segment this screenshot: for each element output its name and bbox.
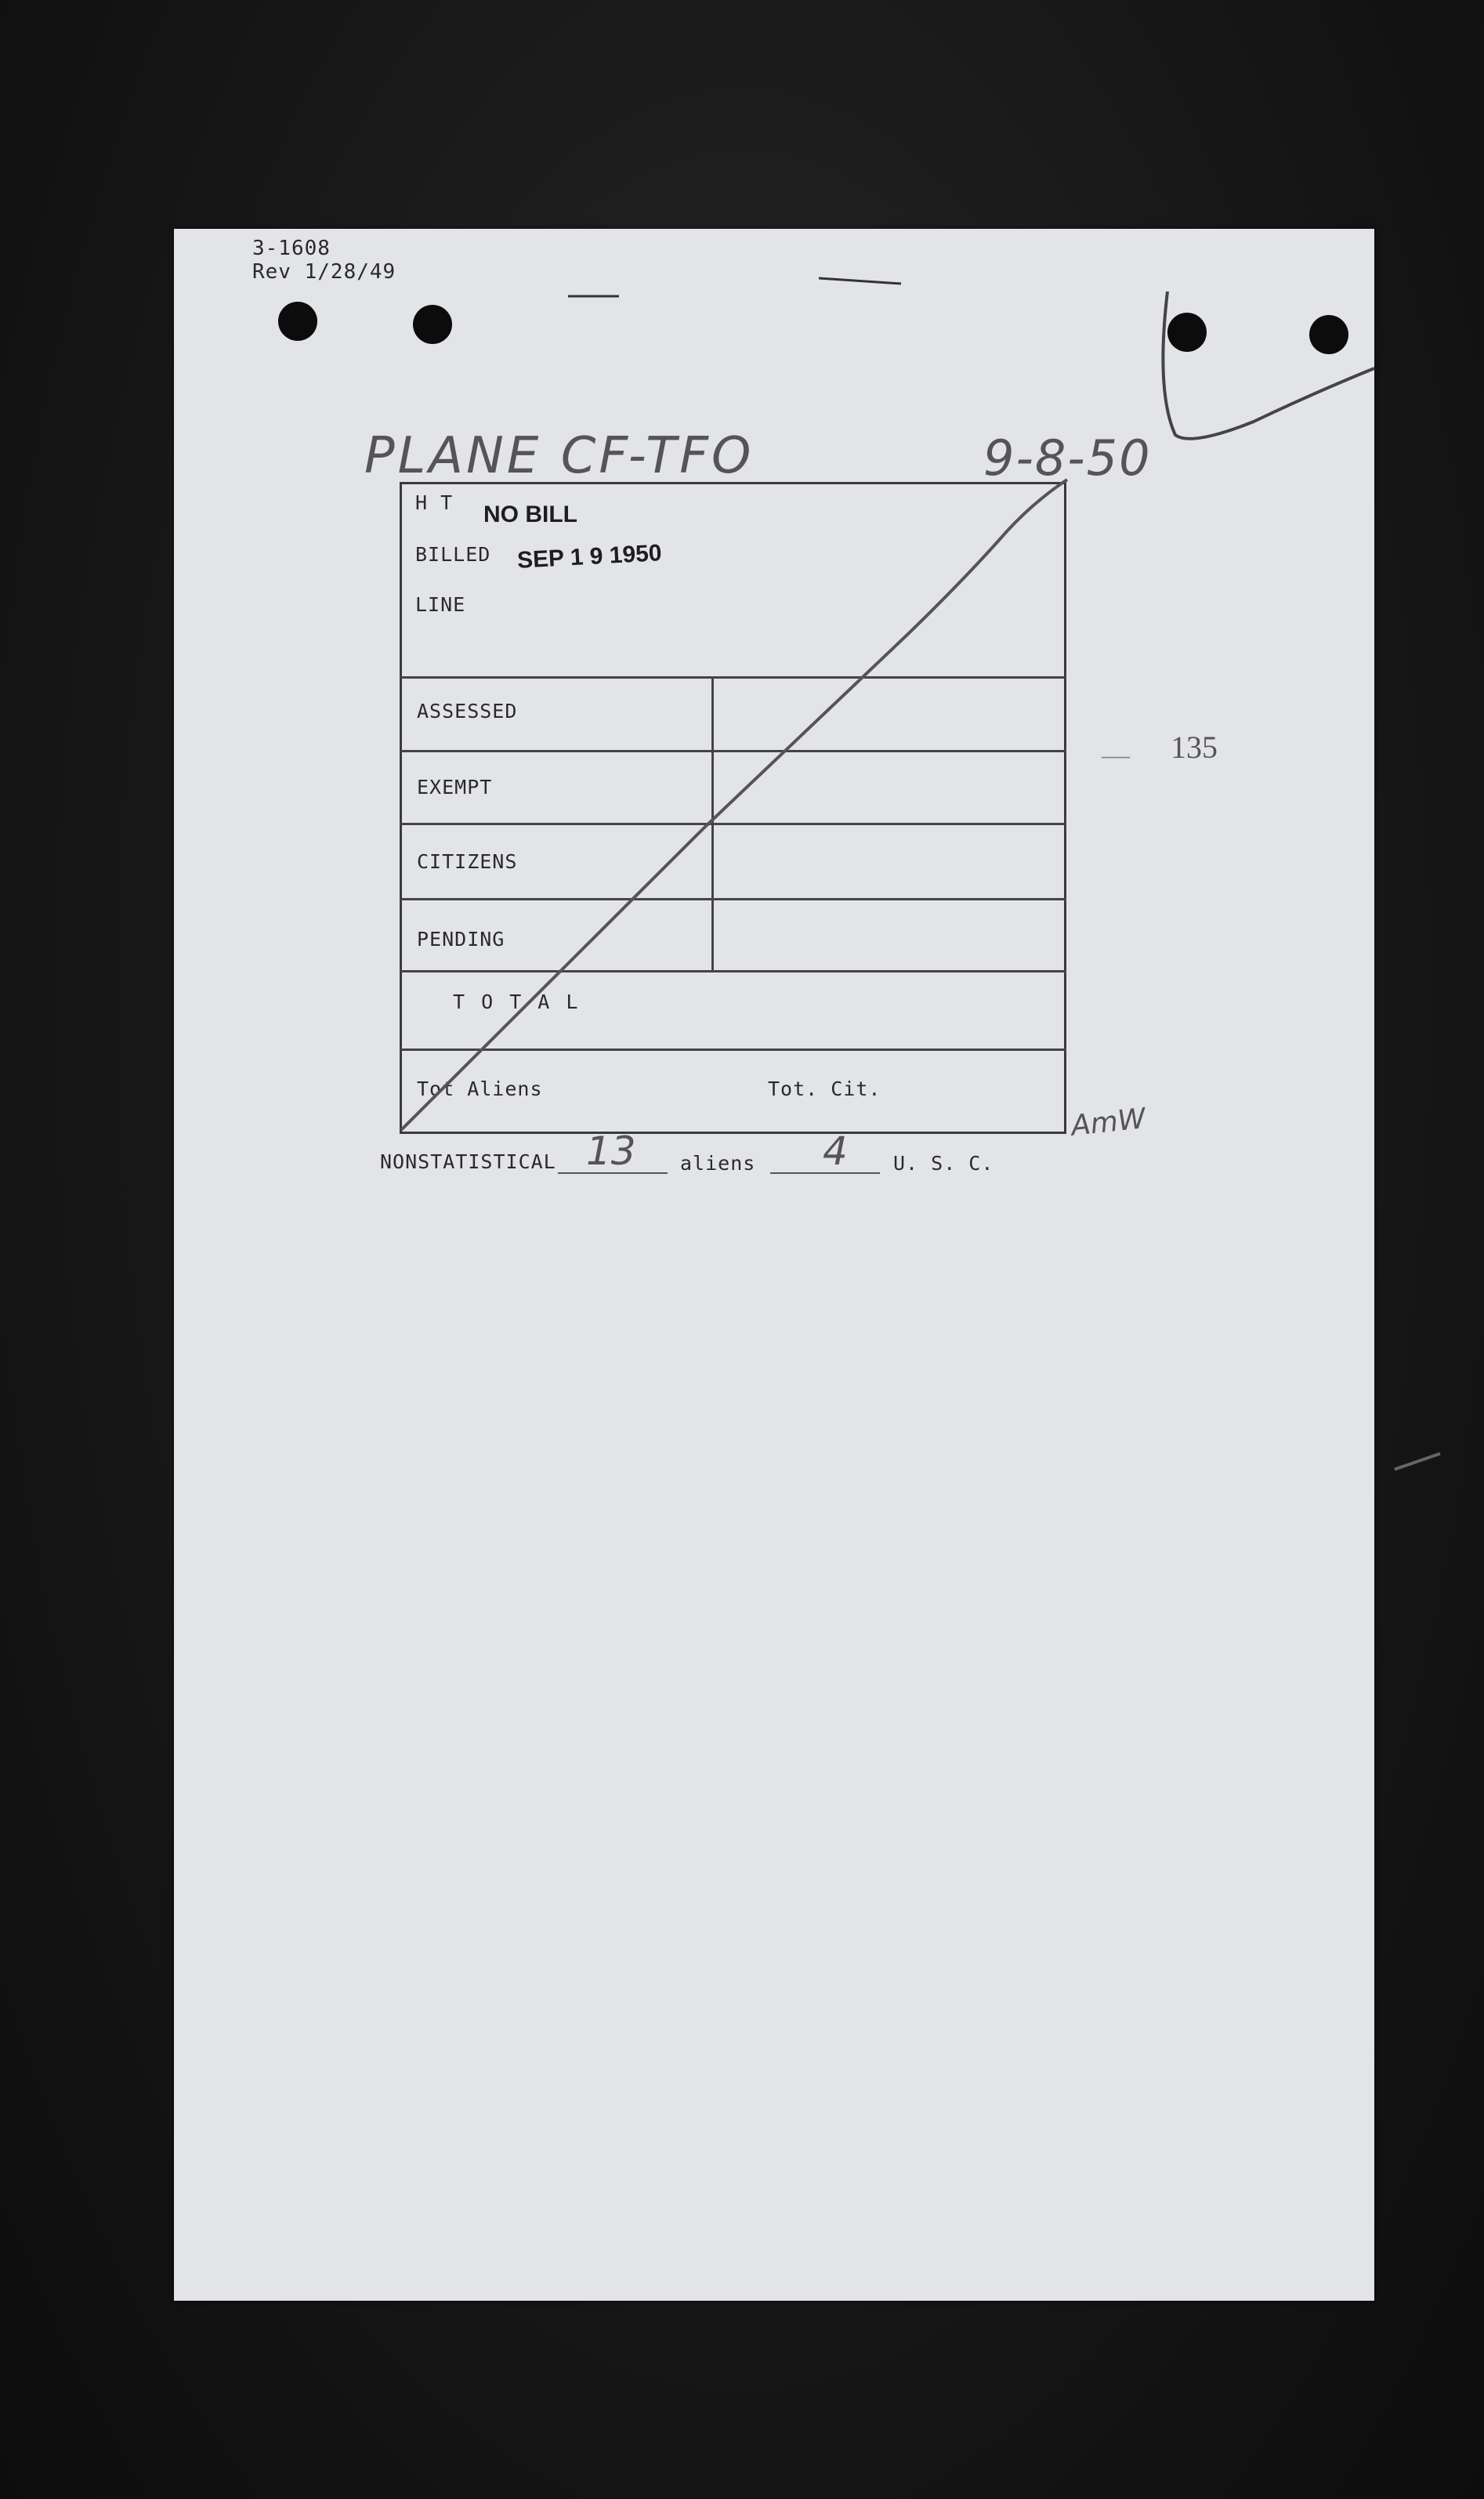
stamp-date: SEP 1 9 1950 — [516, 540, 663, 574]
label-line: LINE — [415, 593, 466, 616]
initials: AmW — [1070, 1103, 1148, 1143]
corner-curve-mark — [1163, 292, 1374, 439]
label-tot-aliens: Tot Aliens — [417, 1077, 543, 1100]
nonstat-aliens-count: 13 — [586, 1128, 636, 1174]
label-tot-cit: Tot. Cit. — [768, 1077, 881, 1100]
nonstat-prefix: NONSTATISTICAL — [380, 1150, 556, 1173]
form-revision: Rev 1/28/49 — [252, 260, 396, 284]
diagonal-cancel-line — [401, 480, 1067, 1130]
nonstat-usc-count: 4 — [823, 1128, 848, 1174]
vessel-name: PLANE CF-TFO — [364, 427, 755, 485]
row-label-pending: PENDING — [417, 928, 505, 951]
edge-tick-mark — [1395, 1454, 1440, 1469]
form-number: 3-1608 — [252, 237, 331, 260]
row-label-assessed: ASSESSED — [417, 700, 518, 723]
label-billed: BILLED — [415, 543, 491, 566]
label-ht: H T — [415, 491, 454, 514]
total-label: T O T A L — [453, 991, 581, 1013]
nonstat-aliens-label: aliens — [680, 1152, 756, 1175]
side-number: 135 — [1171, 730, 1218, 765]
side-dash: __ — [1102, 730, 1130, 761]
stamp-no-bill: NO BILL — [483, 502, 577, 527]
row-label-citizens: CITIZENS — [417, 850, 518, 873]
arrival-date: 9-8-50 — [983, 429, 1152, 487]
row-label-exempt: EXEMPT — [417, 776, 493, 799]
nonstat-usc-label: U. S. C. — [893, 1152, 994, 1175]
small-dash-mark-2 — [819, 278, 901, 284]
